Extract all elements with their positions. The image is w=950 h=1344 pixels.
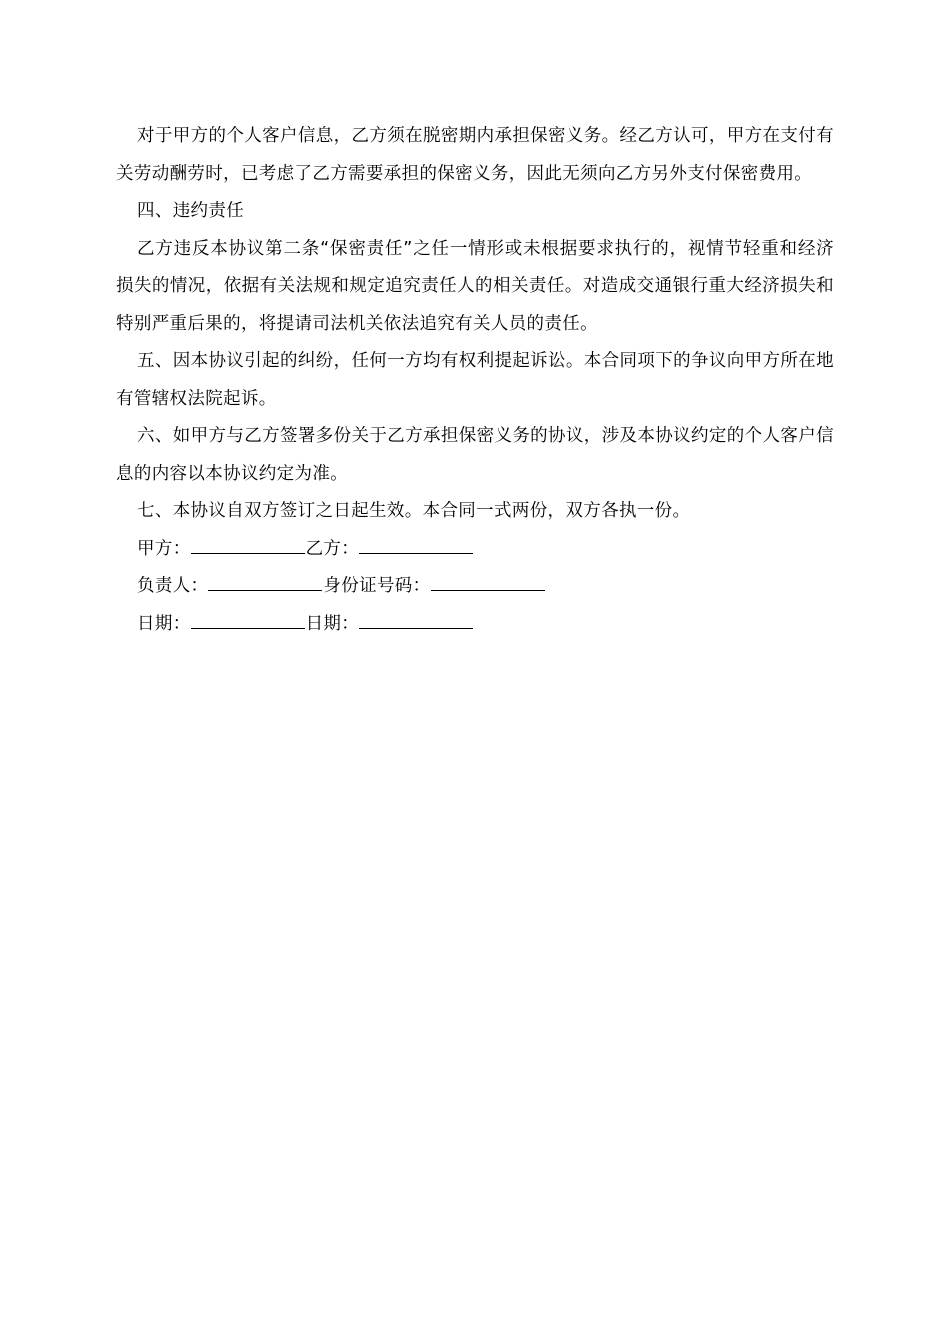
signature-row-principal — [116, 568, 834, 606]
principal-blank[interactable] — [208, 572, 322, 591]
signature-row-parties — [116, 531, 834, 569]
id-number-label: 身份证号码： — [323, 576, 431, 596]
paragraph-multiple-agreements: 六、如甲方与乙方签署多份关于乙方承担保密义务的协议，涉及本协议约定的个人客户信息的内容以本协议约定为准。 — [116, 426, 834, 484]
party-b-label: 乙方： — [305, 538, 360, 559]
principal-label: 负责人： — [137, 576, 209, 596]
document-body — [116, 118, 834, 643]
date-b-label: 日期： — [305, 613, 360, 634]
date-a-blank[interactable] — [191, 610, 305, 629]
date-b-blank[interactable] — [359, 610, 473, 629]
party-a-blank[interactable] — [191, 535, 305, 554]
party-a-label: 甲方： — [137, 538, 191, 559]
signature-row-dates — [116, 606, 834, 644]
party-b-blank[interactable] — [359, 535, 473, 554]
paragraph-confidentiality-period: 对于甲方的个人客户信息，乙方须在脱密期内承担保密义务。经乙方认可，甲方在支付有关劳动酬劳时，已考虑了乙方需要承担的保密义务，因此无须向乙方另外支付保密费用。 — [116, 126, 834, 184]
id-number-blank[interactable] — [431, 572, 545, 591]
paragraph-dispute-resolution: 五、因本协议引起的纠纷，任何一方均有权利提起诉讼。本合同项下的争议向甲方所在地有管辖权法院起诉。 — [116, 351, 834, 409]
paragraph-breach-liability: 乙方违反本协议第二条“保密责任”之任一情形或未根据要求执行的，视情节轻重和经济损失的情况，依据有关法规和规定追究责任人的相关责任。对造成交通银行重大经济损失和特别严重后果的，将提请司法机关依法追究有关人员的责任。 — [116, 238, 834, 334]
paragraph-effectiveness: 七、本协议自双方签订之日起生效。本合同一式两份，双方各执一份。 — [137, 501, 691, 521]
date-a-label: 日期： — [137, 613, 191, 634]
section-heading-breach-liability: 四、违约责任 — [137, 201, 245, 221]
